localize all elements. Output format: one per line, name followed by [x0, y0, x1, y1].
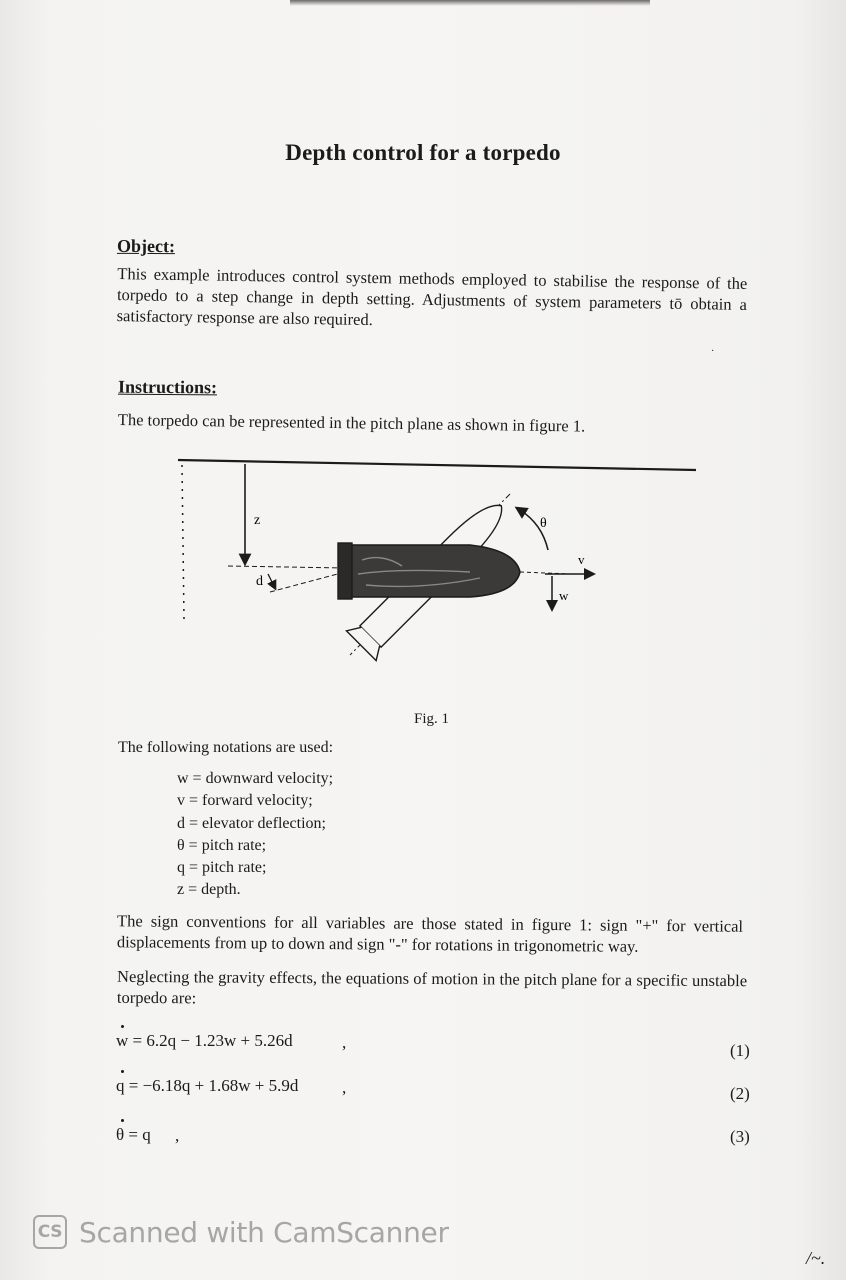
- water-surface-line: [178, 460, 696, 470]
- eq1-separator: ,: [342, 1033, 347, 1052]
- scan-edge-shadow: [290, 0, 650, 6]
- notation-item: w = downward velocity;: [177, 770, 334, 787]
- eq1-rhs: = 6.2q − 1.23w + 5.26d: [128, 1031, 293, 1050]
- eq3-lhs: θ: [116, 1125, 125, 1144]
- notation-item: d = elevator deflection;: [177, 814, 326, 832]
- eq2-rhs: = −6.18q + 1.68w + 5.9d: [124, 1076, 299, 1095]
- eq3-separator: ,: [175, 1126, 180, 1145]
- label-z: z: [254, 513, 261, 528]
- label-w: w: [559, 588, 569, 603]
- instructions-heading: Instructions:: [117, 376, 218, 398]
- equation-2: [116, 1076, 298, 1096]
- surface-reference-dotted: [182, 465, 184, 620]
- eq3-rhs: = q: [124, 1125, 151, 1144]
- horizontal-reference-line: [228, 566, 345, 568]
- elevator-angle-arrow: [268, 574, 274, 586]
- object-heading: Object:: [116, 235, 176, 257]
- notation-item: z = depth.: [177, 881, 241, 899]
- instructions-intro: The torpedo can be represented in the pitch plane as shown in figure 1.: [117, 409, 586, 436]
- torpedo-figure: [170, 450, 710, 690]
- label-v: v: [578, 552, 585, 567]
- eq1-lhs: w: [116, 1031, 129, 1050]
- notation-list: [177, 768, 333, 902]
- sign-conventions-paragraph: The sign conventions for all variables are those stated in figure 1: sign "+" for vertical displacements from up to down and sign "-" for rotations in trigonometric way.: [116, 911, 744, 956]
- torpedo-body: [338, 543, 520, 599]
- page-corner-mark: /~.: [806, 1248, 826, 1268]
- elevator-reference-line: [270, 572, 345, 592]
- notation-item: θ = pitch rate;: [177, 836, 267, 854]
- camscanner-text: Scanned with CamScanner: [79, 1215, 449, 1249]
- notation-item: q = pitch rate;: [177, 859, 267, 877]
- equations-intro: Neglecting the gravity effects, the equations of motion in the pitch plane for a specific unstable torpedo are:: [116, 966, 748, 1008]
- document-title: Depth control for a torpedo: [285, 140, 561, 165]
- eq3-number: (3): [730, 1127, 750, 1146]
- eq2-number: (2): [730, 1084, 750, 1103]
- label-theta: θ: [540, 516, 547, 531]
- eq2-lhs: q: [116, 1076, 125, 1095]
- camscanner-watermark: [33, 1212, 449, 1252]
- notations-intro: The following notations are used:: [118, 739, 334, 756]
- label-d: d: [256, 574, 263, 589]
- eq1-number: (1): [730, 1041, 750, 1060]
- equation-1: [116, 1031, 293, 1051]
- notation-item: v = forward velocity;: [177, 792, 313, 810]
- object-paragraph: This example introduces control system methods employed to stabilise the response of the torpedo to a step change in depth setting. Adjustments of system parameters tō obtain a satisfactory response are also required.: [116, 264, 748, 330]
- figure-caption: Fig. 1: [414, 711, 450, 727]
- eq2-separator: ,: [342, 1078, 347, 1097]
- scan-speck: ·: [711, 346, 715, 357]
- camscanner-logo-icon: CS: [33, 1215, 67, 1249]
- equation-3: [116, 1125, 151, 1145]
